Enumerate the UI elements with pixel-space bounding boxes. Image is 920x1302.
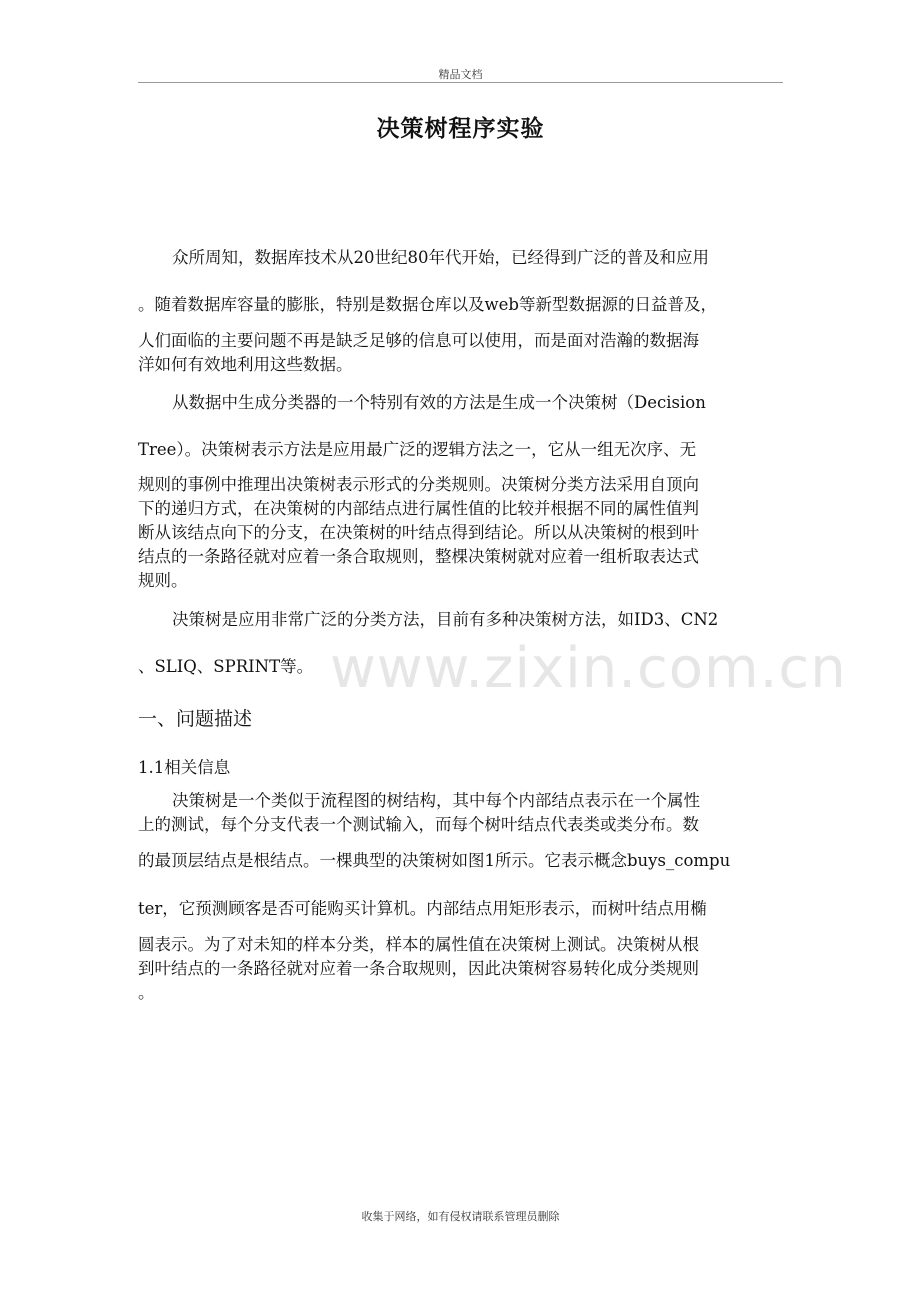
watermark: www.zixin.com.cn [330, 636, 847, 701]
page-footer: 收集于网络，如有侵权请联系管理员删除 [361, 1210, 560, 1223]
header-divider [138, 82, 783, 83]
paragraph-line: 众所周知，数据库技术从20世纪80年代开始，已经得到广泛的普及和应用 [172, 248, 709, 267]
paragraph-line: 结点的一条路径就对应着一条合取规则，整棵决策树就对应着一组析取表达式 [138, 547, 699, 566]
paragraph-line: Tree）。决策树表示方法是应用最广泛的逻辑方法之一，它从一组无次序、无 [138, 440, 697, 459]
paragraph-line: 下的递归方式，在决策树的内部结点进行属性值的比较并根据不同的属性值判 [138, 499, 699, 518]
paragraph-line: 。随着数据库容量的膨胀，特别是数据仓库以及web等新型数据源的日益普及， [138, 295, 717, 314]
subsection-heading: 1.1相关信息 [138, 758, 231, 777]
paragraph-line: 断从该结点向下的分支，在决策树的叶结点得到结论。所以从决策树的根到叶 [138, 523, 699, 542]
paragraph-line: 从数据中生成分类器的一个特别有效的方法是生成一个决策树（Decision [172, 393, 706, 412]
paragraph-line: 圆表示。为了对未知的样本分类，样本的属性值在决策树上测试。决策树从根 [138, 935, 699, 954]
paragraph-line: 、SLIQ、SPRINT等。 [138, 657, 314, 676]
page-header: 精品文档 [438, 68, 483, 81]
paragraph-line: 规则的事例中推理出决策树表示形式的分类规则。决策树分类方法采用自顶向 [138, 475, 699, 494]
section-heading: 一、问题描述 [138, 708, 253, 730]
paragraph-line: 决策树是应用非常广泛的分类方法，目前有多种决策树方法，如ID3、CN2 [172, 610, 719, 629]
paragraph-line: 洋如何有效地利用这些数据。 [138, 355, 353, 374]
paragraph-line: 上的测试，每个分支代表一个测试输入，而每个树叶结点代表类或类分布。数 [138, 815, 699, 834]
paragraph-line: ter，它预测顾客是否可能购买计算机。内部结点用矩形表示，而树叶结点用椭 [138, 899, 707, 918]
paragraph-line: 决策树是一个类似于流程图的树结构，其中每个内部结点表示在一个属性 [172, 791, 700, 810]
paragraph-line: 。 [138, 983, 155, 1002]
paragraph-line: 的最顶层结点是根结点。一棵典型的决策树如图1所示。它表示概念buys_compu [138, 851, 731, 870]
paragraph-line: 到叶结点的一条路径就对应着一条合取规则，因此决策树容易转化成分类规则 [138, 959, 699, 978]
paragraph-line: 人们面临的主要问题不再是缺乏足够的信息可以使用，而是面对浩瀚的数据海 [138, 331, 699, 350]
paragraph-line: 规则。 [138, 571, 188, 590]
document-title: 决策树程序实验 [376, 116, 545, 142]
